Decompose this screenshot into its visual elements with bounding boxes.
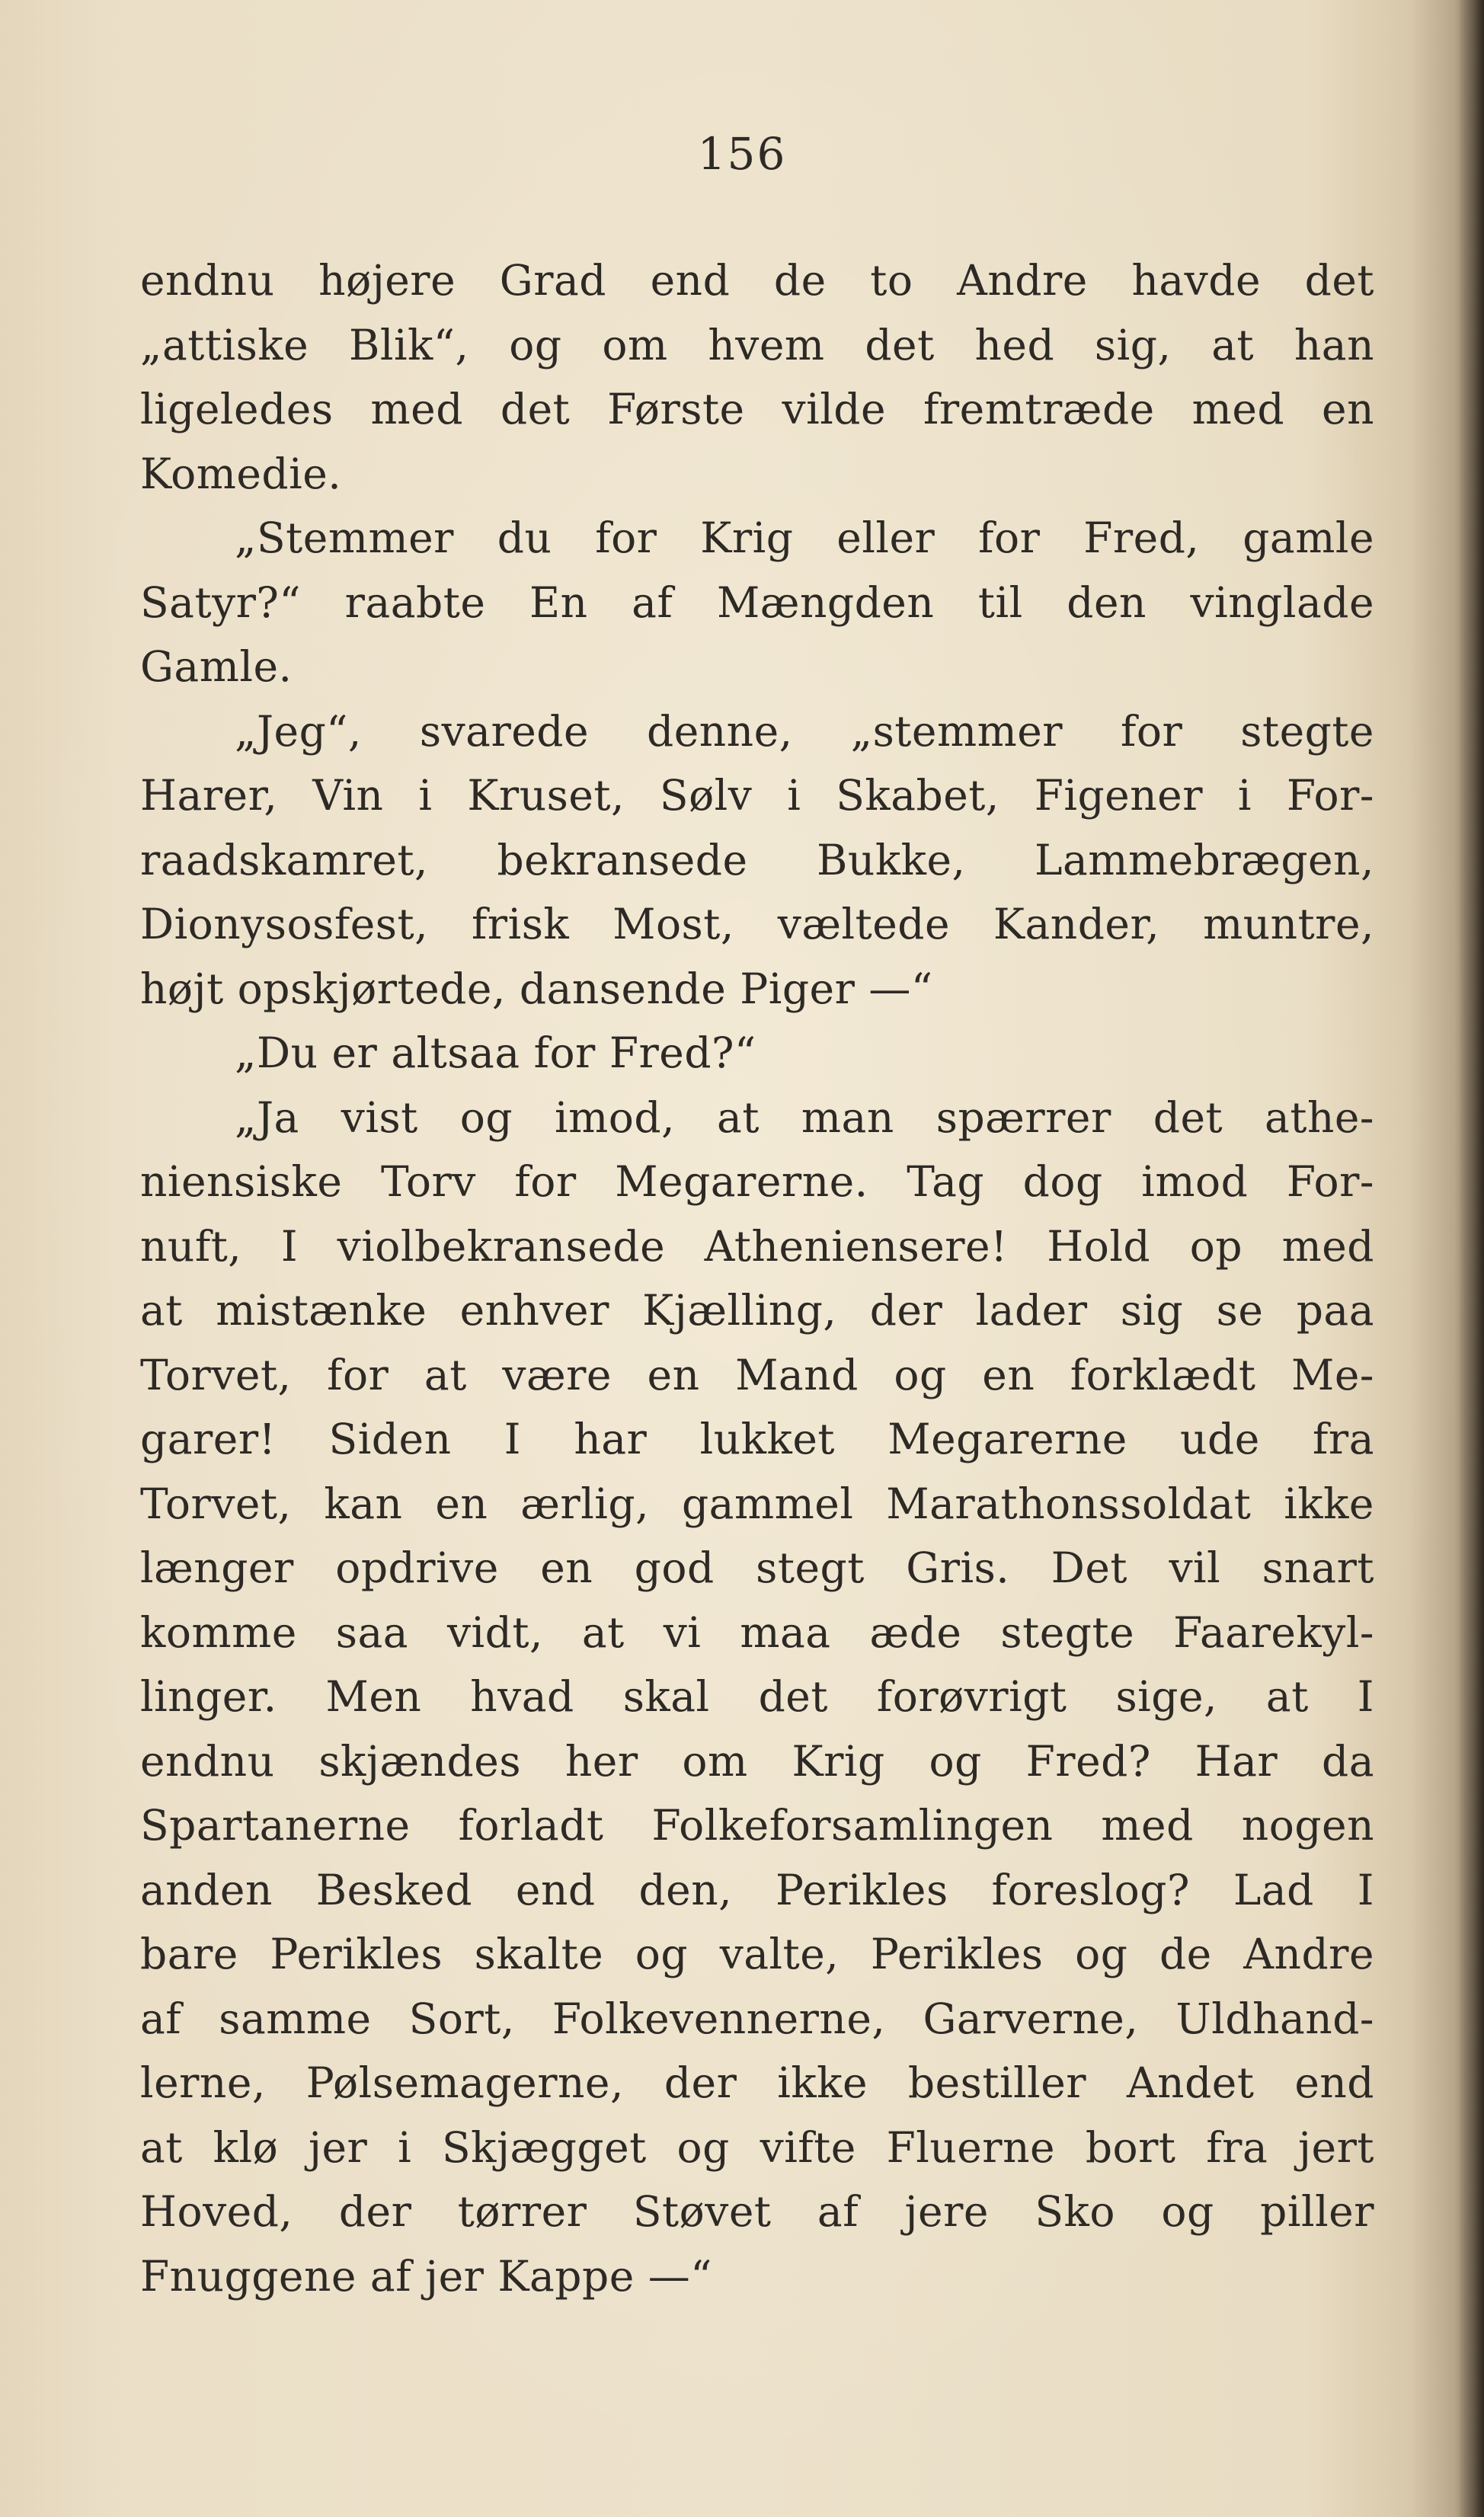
text-line: Gamle. [140,642,293,691]
text-line: garer! Siden I har lukket Megarerne ude fra [140,1415,1374,1463]
text-line: lerne, Pølsemagerne, der ikke bestiller Andet end [140,2058,1374,2107]
text-line: Dionysosfest, frisk Most, væltede Kander, muntre, [140,900,1374,948]
text-line: at mistænke enhver Kjælling, der lader sig se paa [140,1286,1374,1335]
text-line: Hoved, der tørrer Støvet af jere Sko og piller [140,2187,1374,2236]
text-line: at klø jer i Skjægget og vifte Fluerne bort fra jert [140,2122,1374,2172]
text-line: raadskamret, bekransede Bukke, Lammebrægen, [140,835,1374,884]
text-line: Satyr?“ raabte En af Mængden til den vinglade [140,577,1374,627]
text-line: „Jeg“, svarede denne, „stemmer for stegte [235,706,1374,756]
text-line: nuft, I violbekransede Atheniensere! Hold op med [140,1221,1374,1271]
text-line: Komedie. [140,449,342,498]
text-line: af samme Sort, Folkevennerne, Garverne, Uldhand- [140,1994,1374,2043]
page-edge-shadow [1458,0,1484,2517]
text-line: endnu højere Grad end de to Andre havde det [140,256,1374,305]
text-line: Torvet, for at være en Mand og en forklædt Me- [140,1350,1374,1399]
body-text [140,248,1374,2308]
text-line: Torvet, kan en ærlig, gammel Marathonssoldat ikke [140,1479,1374,1528]
text-line: „attiske Blik“, og om hvem det hed sig, at han [140,320,1374,369]
text-line: Harer, Vin i Kruset, Sølv i Skabet, Figener i For- [140,771,1374,820]
text-line: „Stemmer du for Krig eller for Fred, gamle [235,513,1374,562]
text-line: Spartanerne forladt Folkeforsamlingen med nogen [140,1801,1374,1850]
text-line: „Ja vist og imod, at man spærrer det athe- [235,1092,1374,1142]
text-line: „Du er altsaa for Fred?“ [235,1028,756,1077]
text-line: bare Perikles skalte og valte, Perikles og de Andre [140,1930,1374,1978]
text-line: endnu skjændes her om Krig og Fred? Har da [140,1736,1374,1786]
text-line: længer opdrive en god stegt Gris. Det vil snart [140,1543,1374,1592]
text-line: ligeledes med det Første vilde fremtræde med en [140,385,1374,433]
text-line: anden Besked end den, Perikles foreslog? Lad I [140,1865,1374,1914]
text-line: linger. Men hvad skal det forøvrigt sige, at I [140,1672,1374,1721]
text-line: niensiske Torv for Megarerne. Tag dog imod For- [140,1157,1374,1206]
text-line: højt opskjørtede, dansende Piger —“ [140,964,933,1013]
text-line: Fnuggene af jer Kappe —“ [140,2251,712,2301]
text-line: komme saa vidt, at vi maa æde stegte Faarekyl- [140,1607,1374,1657]
page-number: 156 [697,128,787,180]
